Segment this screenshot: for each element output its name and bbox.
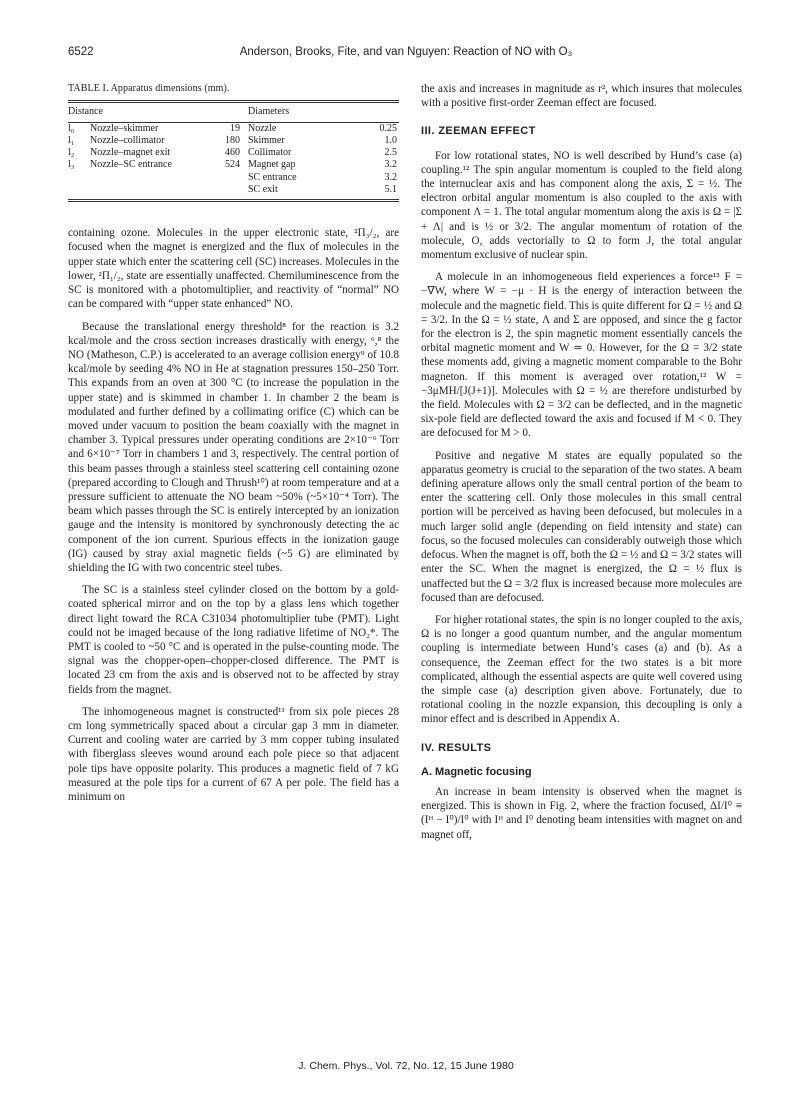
distance-value: 524	[225, 159, 240, 171]
page-number: 6522	[68, 46, 94, 58]
diameter-value: 5.1	[384, 183, 397, 195]
distance-name	[90, 184, 208, 196]
subsection-heading: A. Magnetic focusing	[421, 765, 532, 778]
journal-footer: J. Chem. Phys., Vol. 72, No. 12, 15 June 1980	[298, 1060, 514, 1072]
table-row	[68, 172, 399, 184]
distance-value	[208, 184, 248, 196]
body-paragraph: For low rotational states, NO is well described by Hund’s case (a) coupling.¹² The spin angular momentum is coupled to the field along the internuclear axis and has component along the axis, Σ = ½. The electron orbital angular momentum is also coupled to the axis with component Λ = 1. The total angular momentum along the axis is Ω = |Σ + Λ| and is ½ or 3/2. The angular momentum of rotation of the molecule, O, adds vectorially to Ω to form J, the total angular momentum exclusive of nuclear spin.	[421, 149, 742, 262]
body-paragraph: An increase in beam intensity is observed when the magnet is energized. This is shown in Fig. 2, where the fraction focused, ΔI/I⁰ ≡ (Iᴴ − I⁰)/I⁰ with Iᴴ and I⁰ denoting beam intensities with magnet on and magnet off,	[421, 785, 742, 841]
row-symbol	[68, 172, 90, 184]
section-heading: IV. RESULTS	[421, 741, 492, 754]
page-header	[0, 46, 812, 62]
diameter-name: Collimator	[248, 147, 292, 159]
body-paragraph: Because the translational energy threshold⁸ for the reaction is 3.2 kcal/mole and the cross section increases drastically with energy, ⁶,⁸ the NO (Matheson, C.P.) is accelerated to an average collision energy⁹ of 10.8 kcal/mole by seeding 4% NO in He at stagnation pressures 150–250 Torr. This expands from an oven at 300 °C (to increase the population in the upper state) and is skimmed in chamber 1. In chamber 2 the beam is modulated and further defined by a collimating orifice (C) which can be moved under vacuum to position the beam coaxially with the magnet in chamber 3. Typical pressures under operating conditions are 2×10⁻⁶ Torr and 6×10⁻⁷ Torr in chambers 1 and 3, respectively. The central portion of this beam passes through a stainless steel scattering cell containing ozone (prepared according to Clough and Thrush¹⁰) at room temperature and at a pressure sufficient to attenuate the NO beam ~50% (~5×10⁻⁴ Torr). The beam which passes through the SC is entirely intercepted by an ionization gauge and the intensity is monitored by synchronously detecting the ac component of the ion current. Spurious effects in the ionization gauge (IG) caused by stray axial magnetic fields (~5 G) are eliminated by shielding the IG with two concentric steel tubes.	[68, 320, 399, 574]
diameter-name: Nozzle	[248, 122, 277, 134]
table-row	[68, 184, 399, 196]
body-paragraph: Positive and negative M states are equally populated so the apparatus geometry is crucial to the separation of the two states. A beam defining aperature allows only the small central portion of the beam to enter the scattering cell. Only those molecules in this small central portion will be perceived as having been defocused, but molecules in a much larger solid angle (depending on field intensity and state) can focus, so the focused molecules can considerably outweigh those which defocus. When the magnet is off, both the Ω = ½ and Ω = 3/2 states will enter the SC. When the magnet is energized, the Ω = ½ flux is unaffected but the Ω = 3/2 flux is increased because more molecules are focused than are defocused.	[421, 449, 742, 604]
body-paragraph: A molecule in an inhomogeneous field experiences a force¹³ F = −∇W, where W = −μ · H is the energy of interaction between the molecule and the magnetic field. This is quite different for Ω = ½ and Ω = 3/2. In the Ω = ½ state, Λ and Σ are opposed, and since the g factor for the electron is 2, the spin magnetic moment essentially cancels the orbital magnetic moment and W ≃ 0. However, for the Ω = 3/2 state these moments add, giving a magnetic moment comparable to the Bohr magneton. If this moment is averaged over rotation,¹² W = −3μMH/[J(J+1)]. Molecules with Ω = ½ are therefore undisturbed by the field. Molecules with Ω = 3/2 can be deflected, and in the magnetic six-pole field are deflected toward the axis and focused if M < 0. They are defocused for M > 0.	[421, 271, 742, 440]
distance-name: Nozzle–collimator	[90, 134, 165, 146]
distance-value: 460	[225, 147, 240, 159]
diameter-name: Magnet gap	[248, 159, 296, 171]
distance-value: 180	[225, 134, 240, 146]
row-symbol	[68, 184, 90, 196]
distance-value	[208, 172, 248, 184]
table-row	[68, 159, 399, 171]
diameter-name: SC entrance	[248, 171, 297, 183]
distance-value: 19	[230, 122, 240, 134]
running-title: Anderson, Brooks, Fite, and van Nguyen: Reaction of NO with O₃	[239, 46, 573, 58]
distance-name: Nozzle–magnet exit	[90, 147, 171, 159]
left-column	[68, 82, 399, 812]
body-paragraph: containing ozone. Molecules in the upper electronic state, ²Π₃/₂, are focused when the magnet is energized and the flux of molecules in the upper state which enter the scattering cell (SC) increases. Molecules in the lower, ²Π₁/₂, state are essentially unaffected. Chemiluminescence from the SC is monitored with a photomultiplier, and reactivity of “normal” NO can be compared with “upper state enhanced” NO.	[68, 227, 399, 311]
diameter-value: 3.2	[384, 159, 397, 171]
header-distance: Distance	[68, 103, 248, 122]
body-paragraph: the axis and increases in magnitude as r², which insures that molecules with a positive first-order Zeeman effect are focused.	[421, 83, 742, 110]
diameter-value: 3.2	[384, 171, 397, 183]
row-symbol: l₃	[68, 159, 75, 171]
diameter-name: Skimmer	[248, 134, 285, 146]
distance-name: Nozzle–SC entrance	[90, 159, 172, 171]
diameter-value: 1.0	[384, 134, 397, 146]
diameter-value: 2.5	[384, 147, 397, 159]
diameter-name: SC exit	[248, 183, 278, 195]
table-row	[68, 135, 399, 147]
diameter-value: 0.25	[379, 122, 397, 134]
body-paragraph: For higher rotational states, the spin is no longer coupled to the axis, Ω is no longer a good quantum number, and the angular momentum coupling is intermediate between Hund’s cases (a) and (b). As a consequence, the Zeeman effect for the two states is a bit more complicated, although the essential aspects are quite well covered using the simple case (a) description given above. Fortunately, due to rotational cooling in the nozzle expansion, this decoupling is only a minor effect and is described in Appendix A.	[421, 613, 742, 726]
right-column	[421, 82, 742, 850]
section-heading: III. ZEEMAN EFFECT	[421, 125, 536, 138]
table-row	[68, 147, 399, 159]
body-paragraph: The SC is a stainless steel cylinder closed on the bottom by a gold-coated spherical mirror and on the top by a glass lens which together direct light toward the RCA C31034 photomultiplier tube (PMT). Light could not be imaged because of the long radiative lifetime of NO₂*. The PMT is cooled to ~50 °C and is operated in the pulse-counting mode. The signal was the chopper-open–chopper-closed difference. The PMT is located 23 cm from the axis and is observed not to be affected by stray fields from the magnet.	[68, 584, 399, 696]
distance-name	[90, 172, 208, 184]
row-symbol: l₀	[68, 122, 75, 134]
table-caption: TABLE I. Apparatus dimensions (mm).	[68, 83, 230, 94]
table-header-row	[68, 103, 399, 122]
header-diameters: Diameters	[248, 103, 399, 122]
body-paragraph: The inhomogeneous magnet is constructed¹¹ from six pole pieces 28 cm long symmetrically spaced about a circular gap 3 mm in diameter. Current and cooling water are carried by 3 mm copper tubing insulated with fiberglass sleeves wound around each pole piece so that adjacent pole tips have opposite polarity. This produces a magnetic field of 7 kG measured at the pole tips for a current of 67 A per pole. The field has a minimum on	[68, 705, 399, 803]
distance-name: Nozzle–skimmer	[90, 122, 159, 134]
row-symbol: l₂	[68, 147, 75, 159]
apparatus-table	[68, 103, 399, 196]
table-row	[68, 122, 399, 135]
row-symbol: l₁	[68, 134, 75, 146]
